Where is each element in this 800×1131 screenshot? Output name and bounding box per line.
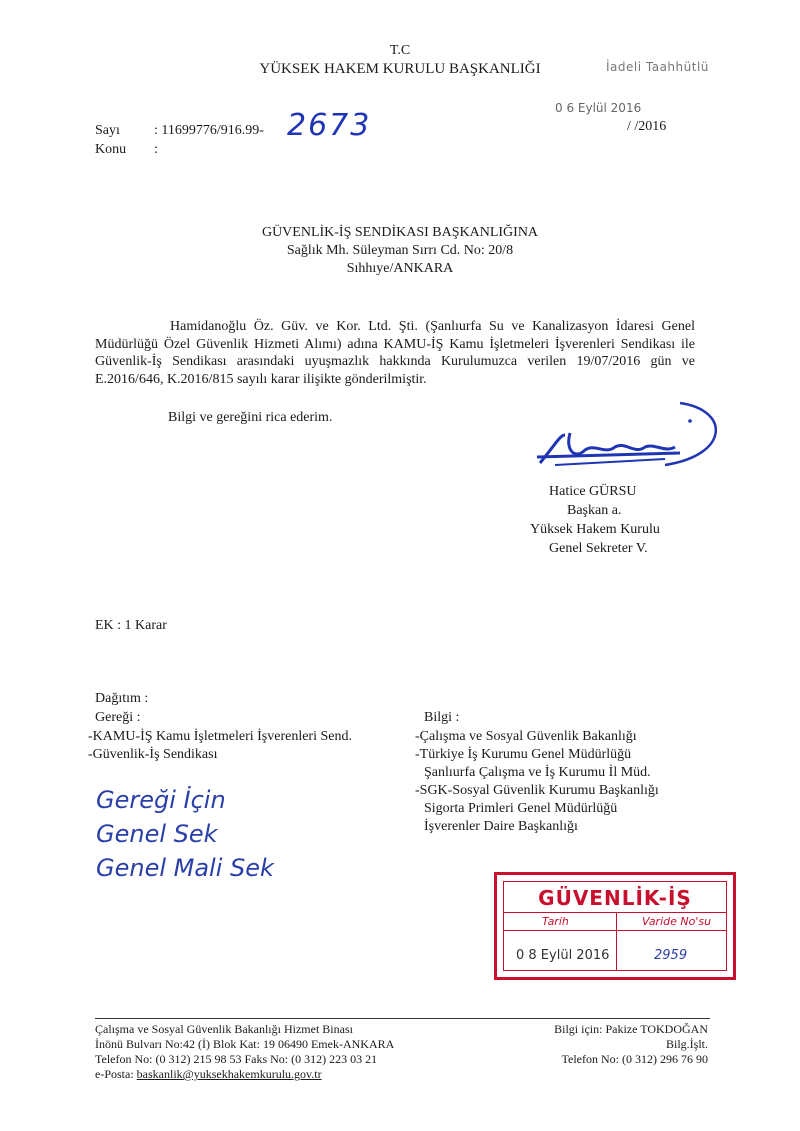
- footer-address-line: Çalışma ve Sosyal Güvenlik Bakanlığı Hizmet Binası: [95, 1022, 353, 1036]
- body-paragraph: Hamidanoğlu Öz. Güv. ve Kor. Ltd. Şti. (Şanlıurfa Su ve Kanalizasyon İdaresi Genel Müdürlüğü Özel Güvenlik Hizmeti Alımı) adına KAMU-İŞ Kamu İşletmeleri İşverenleri Sendikası ile Güvenlik-İş Sendikası arasındaki uyuşmazlık hakkında Kurulumuzca verilen 19/07/2016 gün ve E.2016/646, K.2016/815 sayılı karar ilişikte gönderilmiştir.: [95, 319, 695, 387]
- signer-title-3: Genel Sekreter V.: [549, 541, 648, 556]
- geregi-item: -Güvenlik-İş Sendikası: [88, 747, 218, 762]
- distribution-label: Dağıtım :: [95, 691, 149, 706]
- konu-value: :: [154, 142, 158, 157]
- handwritten-note: Genel Mali Sek: [96, 854, 274, 882]
- konu-label: Konu: [95, 142, 127, 157]
- attachment-line: EK : 1 Karar: [95, 618, 167, 633]
- addressee-line2: Sağlık Mh. Süleyman Sırrı Cd. No: 20/8: [286, 243, 514, 258]
- header-tc: T.C: [389, 43, 411, 58]
- geregi-label: Gereği :: [95, 710, 141, 725]
- bilgi-item: İşverenler Daire Başkanlığı: [424, 819, 578, 834]
- footer-contact-line: Bilg.İşlt.: [665, 1037, 708, 1051]
- handwritten-note: Genel Sek: [96, 820, 218, 848]
- bilgi-item: Şanlıurfa Çalışma ve İş Kurumu İl Müd.: [424, 765, 651, 780]
- footer-contact-line: Bilgi için: Pakize TOKDOĞAN: [554, 1022, 708, 1036]
- footer-email-link[interactable]: baskanlik@yuksekhakemkurulu.gov.tr: [136, 1067, 322, 1081]
- dispatch-date-stamp: 0 6 Eylül 2016: [555, 101, 642, 115]
- closing-line: Bilgi ve gereğini rica ederim.: [168, 410, 333, 425]
- handwritten-note: Gereği İçin: [96, 786, 226, 814]
- document-date: / /2016: [627, 119, 667, 134]
- registered-mail-stamp: İadeli Taahhütlü: [606, 60, 709, 74]
- footer-rule: [95, 1018, 710, 1019]
- bilgi-label: Bilgi :: [424, 710, 460, 725]
- footer-email-label: e-Posta:: [95, 1067, 137, 1081]
- bilgi-item: Sigorta Primleri Genel Müdürlüğü: [424, 801, 618, 816]
- header-institution: YÜKSEK HAKEM KURULU BAŞKANLIĞI: [259, 61, 541, 77]
- signer-title-1: Başkan a.: [567, 503, 622, 518]
- sayi-value: : 11699776/916.99-: [154, 123, 264, 138]
- received-stamp-date-label: Tarih: [542, 915, 569, 928]
- footer-address-line: Telefon No: (0 312) 215 98 53 Faks No: (0 312) 223 03 21: [95, 1052, 378, 1066]
- footer-contact-line: Telefon No: (0 312) 296 76 90: [561, 1052, 708, 1066]
- bilgi-item: -SGK-Sosyal Güvenlik Kurumu Başkanlığı: [415, 783, 659, 798]
- sayi-label: Sayı: [95, 123, 120, 138]
- bilgi-item: -Çalışma ve Sosyal Güvenlik Bakanlığı: [415, 729, 637, 744]
- received-stamp: [494, 872, 736, 980]
- signer-title-2: Yüksek Hakem Kurulu: [530, 522, 660, 537]
- bilgi-item: -Türkiye İş Kurumu Genel Müdürlüğü: [415, 747, 632, 762]
- footer-address-line: İnönü Bulvarı No:42 (İ) Blok Kat: 19 06490 Emek-ANKARA: [95, 1037, 395, 1051]
- geregi-item: -KAMU-İŞ Kamu İşletmeleri İşverenleri Send.: [88, 729, 352, 744]
- addressee-line1: GÜVENLİK-İŞ SENDİKASI BAŞKANLIĞINA: [261, 225, 539, 240]
- signer-name: Hatice GÜRSU: [549, 484, 637, 499]
- received-stamp-date: 0 8 Eylül 2016: [516, 948, 610, 963]
- received-stamp-number-label: Varide No'su: [642, 915, 712, 928]
- received-stamp-number: 2959: [654, 948, 688, 963]
- received-stamp-title: GÜVENLİK-İŞ: [538, 886, 692, 910]
- sayi-handwritten-number: 2673: [287, 108, 372, 143]
- footer-email-line: [95, 1067, 322, 1082]
- addressee-line3: Sıhhıye/ANKARA: [346, 261, 454, 276]
- signature-scribble: [515, 395, 725, 475]
